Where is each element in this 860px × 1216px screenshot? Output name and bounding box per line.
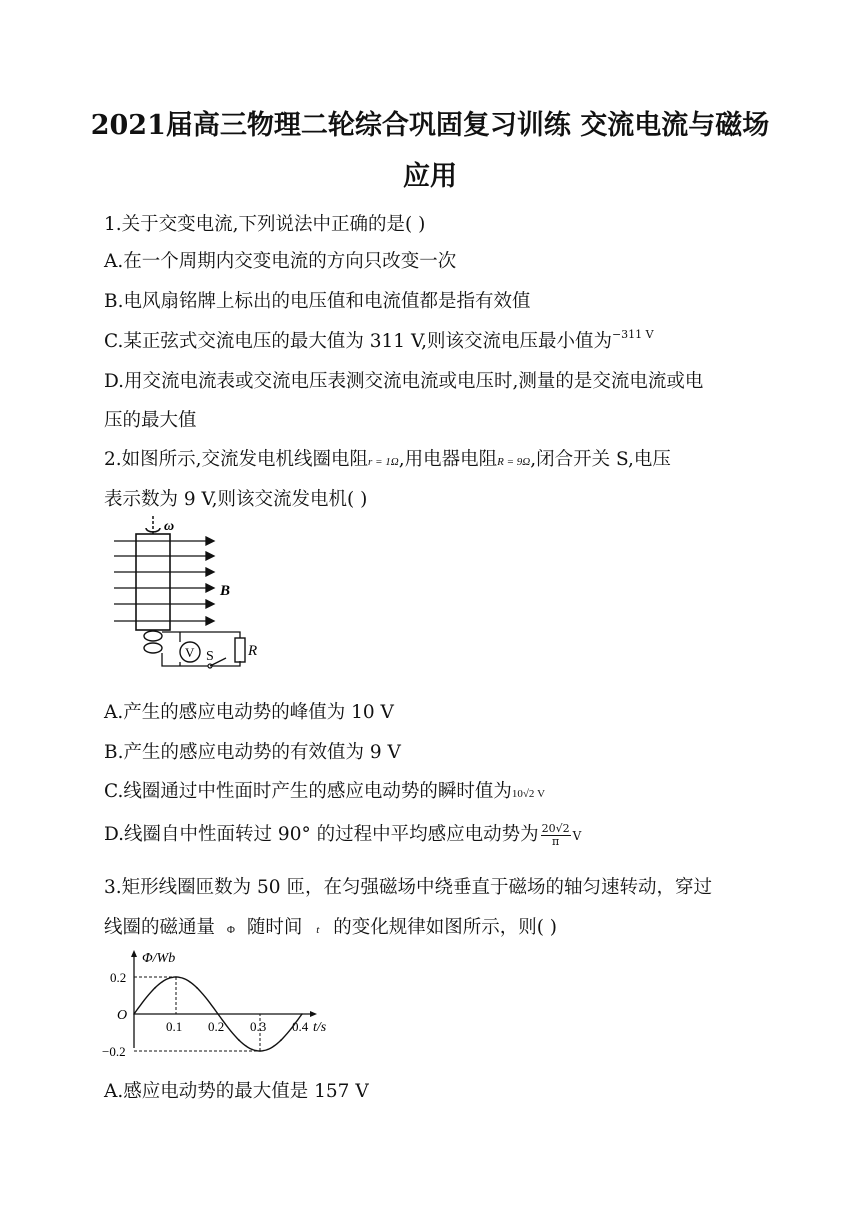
flux-point (154, 987, 156, 989)
q2-option-d-unit: V (572, 829, 582, 843)
q1-option-d-line1: D.用交流电流表或交流电压表测交流电流或电压时,测量的是交流电流或电 (104, 371, 704, 392)
q2-stem-part1: 2.如图所示,交流发电机线圈电阻 (104, 449, 369, 470)
voltmeter-label: V (185, 645, 195, 660)
flux-point (238, 1039, 240, 1041)
q1-option-c-value: −311 V (611, 328, 654, 341)
q2-option-c-text: C.线圈通过中性面时产生的感应电动势的瞬时值为 (104, 781, 512, 802)
y-tick-label: −0.2 (102, 1044, 126, 1059)
q2-option-b: B.产生的感应电动势的有效值为 9 V (104, 742, 401, 763)
doc-title-line2: 应用 (403, 161, 457, 192)
q1-option-c (104, 327, 654, 353)
q2-r-expr: r = 1Ω (368, 456, 399, 468)
resistor-label: R (248, 643, 258, 659)
q2-option-c (104, 777, 545, 803)
x-tick-label: 0.1 (166, 1019, 183, 1034)
q2-stem-line1 (104, 445, 671, 471)
flux-point (196, 987, 198, 989)
q3-phi-symbol: Φ (226, 924, 235, 936)
q1-option-b: B.电风扇铭牌上标出的电压值和电流值都是指有效值 (104, 291, 531, 312)
x-axis-arrow-icon (310, 1011, 317, 1017)
q2-option-c-value: 10√2 V (511, 788, 546, 800)
flux-point (217, 1013, 219, 1015)
x-axis-label: t/s (313, 1020, 327, 1035)
slip-ring-1 (144, 631, 162, 641)
flux-point (301, 1013, 303, 1015)
generator-figure (110, 516, 280, 674)
x-tick-label: 0.2 (208, 1019, 225, 1034)
doc-title-line1: 2021届高三物理二轮综合巩固复习训练 交流电流与磁场 (90, 110, 770, 141)
q3-stem-part-b: 随时间 (246, 917, 303, 938)
q3-stem-part-a: 线圈的磁通量 (104, 917, 216, 938)
q2-option-a: A.产生的感应电动势的峰值为 10 V (104, 702, 394, 723)
q3-t-symbol: t (316, 924, 320, 936)
q3-stem-line1: 3.矩形线圈匝数为 50 匝，在匀强磁场中绕垂直于磁场的轴匀速转动，穿过 (104, 877, 712, 898)
q2-stem-part2: ,用电器电阻 (398, 449, 498, 470)
slip-ring-2 (144, 643, 162, 653)
y-axis-label: Φ/Wb (142, 951, 176, 966)
omega-label: ω (164, 519, 175, 534)
flux-chart (100, 948, 340, 1060)
switch-label: S (206, 649, 214, 664)
y-tick-label: 0.2 (110, 970, 127, 985)
x-tick-label: 0.3 (250, 1019, 267, 1034)
y-axis-arrow-icon (131, 950, 137, 957)
q2-option-d-fraction (541, 823, 571, 848)
q2-option-d (104, 820, 581, 848)
flux-point (259, 1050, 261, 1052)
flux-point (133, 1013, 135, 1015)
q2-stem-part3: ,闭合开关 S,电压 (530, 449, 671, 470)
q3-option-a: A.感应电动势的最大值是 157 V (104, 1081, 369, 1102)
coil-rect (136, 534, 170, 630)
field-label-B: B (220, 583, 231, 599)
origin-label: O (117, 1008, 128, 1023)
fraction-denominator: π (552, 834, 560, 848)
flux-point (280, 1039, 282, 1041)
q3-stem-line2 (104, 913, 557, 939)
fraction-numerator: 20√2 (541, 821, 570, 835)
flux-point (175, 976, 177, 978)
q3-stem-part-c: 的变化规律如图所示，则( ) (333, 917, 558, 938)
x-tick-label: 0.4 (292, 1019, 309, 1034)
q2-option-d-text: D.线圈自中性面转过 90° 的过程中平均感应电动势为 (104, 824, 539, 845)
resistor (235, 638, 245, 662)
q2-stem-line2: 表示数为 9 V,则该交流发电机( ) (104, 489, 368, 510)
q1-option-d-line2: 压的最大值 (104, 410, 197, 431)
q1-option-a: A.在一个周期内交变电流的方向只改变一次 (104, 251, 457, 272)
q1-stem: 1.关于交变电流,下列说法中正确的是( ) (104, 214, 426, 235)
q1-option-c-text: C.某正弦式交流电压的最大值为 311 V,则该交流电压最小值为 (104, 331, 612, 352)
q2-R-expr: R = 9Ω (497, 456, 531, 468)
